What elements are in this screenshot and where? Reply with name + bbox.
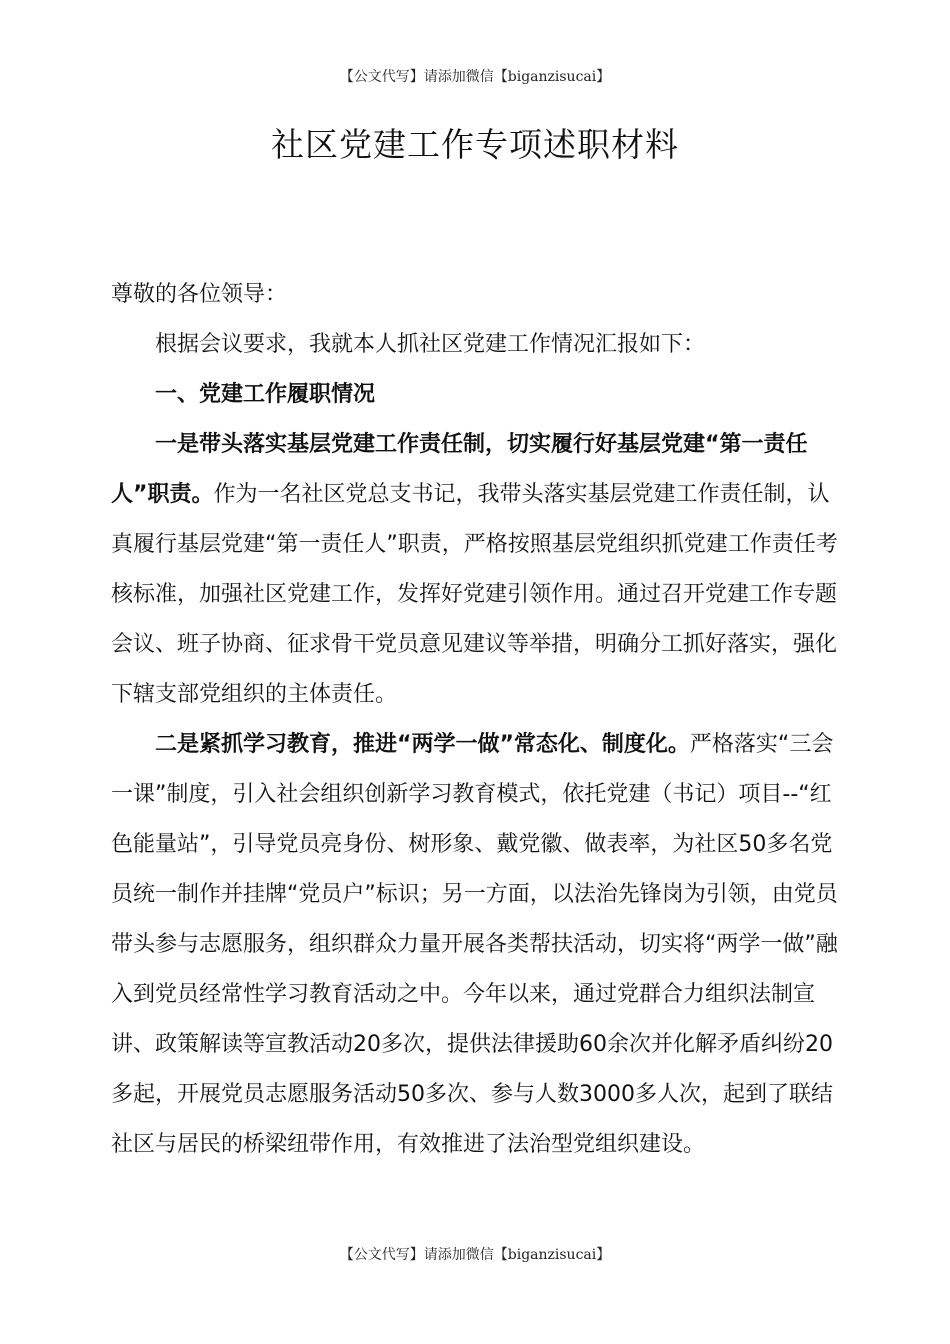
footer-watermark-note: 【公文代写】请添加微信【biganzisucai】 xyxy=(339,1247,611,1263)
intro-paragraph: 根据会议要求，我就本人抓社区党建工作情况汇报如下： xyxy=(155,332,706,357)
salutation: 尊敬的各位领导： xyxy=(111,282,288,307)
paragraph-2-lead: 二是紧抓学习教育，推进“两学一做”常态化、制度化。 xyxy=(155,732,690,757)
paragraph-1-text: 作为一名社区党总支书记，我带头落实基层党建工作责任制，认真履行基层党建“第一责任人”职责，严格按照基层党组织抓党建工作责任考核标准，加强社区党建工作，发挥好党建引领作用。通过召开党建工作专题会议、班子协商、征求骨干党员意见建议等举措，明确分工抓好落实，强化下辖支部党组织的主体责任。 xyxy=(111,482,838,707)
paragraph-1 xyxy=(111,420,839,720)
paragraph-1-lead: 一是带头落实基层党建工作责任制，切实履行好基层党建“第一责任人”职责。 xyxy=(111,432,808,507)
document-title: 社区党建工作专项述职材料 xyxy=(271,125,679,164)
section-heading: 一、党建工作履职情况 xyxy=(155,382,376,407)
document-body xyxy=(111,270,839,1170)
paragraph-2 xyxy=(111,720,839,1170)
header-watermark-note: 【公文代写】请添加微信【biganzisucai】 xyxy=(339,69,611,85)
paragraph-2-text: 严格落实“三会一课”制度，引入社会组织创新学习教育模式，依托党建（书记）项目--“红色能量站”，引导党员亮身份、树形象、戴党徽、做表率，为社区50多名党员统一制作并挂牌“党员户”标识；另一方面，以法治先锋岗为引领，由党员带头参与志愿服务，组织群众力量开展各类帮扶活动，切实将“两学一做”融入到党员经常性学习教育活动之中。今年以来，通过党群合力组织法制宣讲、政策解读等宣教活动20多次，提供法律援助60余次并化解矛盾纠纷20多起，开展党员志愿服务活动50多次、参与人数3000多人次，起到了联结社区与居民的桥梁纽带作用，有效推进了法治型党组织建设。 xyxy=(111,732,838,1157)
